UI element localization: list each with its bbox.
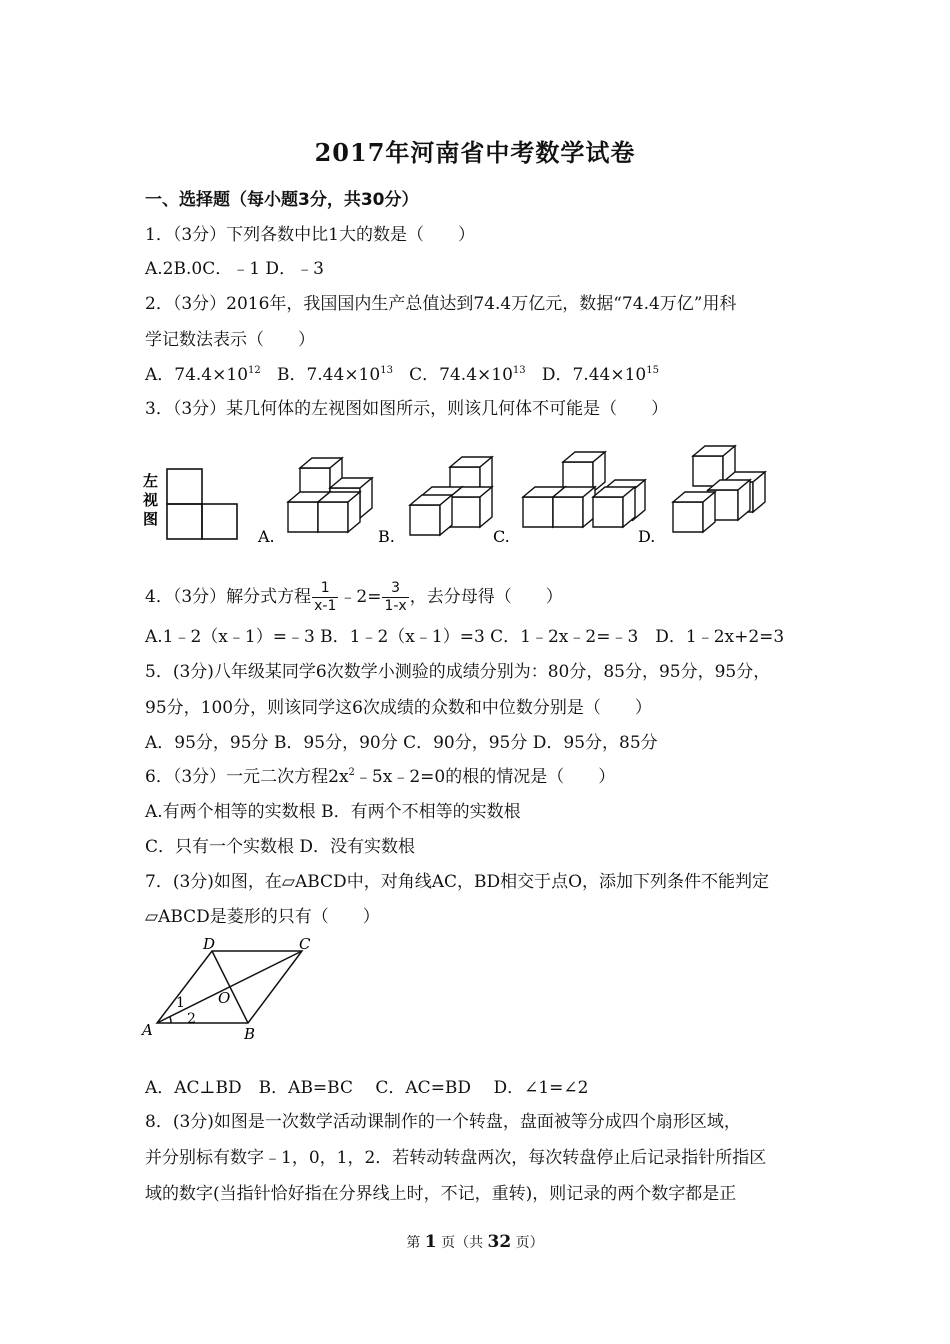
left-view-label-3: 图 xyxy=(143,510,159,528)
q6-options-line2: C．只有一个实数根 D．没有实数根 xyxy=(145,837,416,857)
q4-options: A.1﹣2（x﹣1）=﹣3 B．1﹣2（x﹣1）=3 C．1﹣2x﹣2=﹣3 D．1﹣2x+2=3 xyxy=(145,627,785,647)
page-footer: 第 1 页（共 32 页） xyxy=(406,1232,544,1252)
page-total: 32 xyxy=(487,1232,512,1252)
q3-option-b-label: B. xyxy=(378,527,395,546)
exam-title: 2017年河南省中考数学试卷 xyxy=(314,138,636,167)
vertex-label-c: C xyxy=(299,935,311,953)
q7-stem-line1: 7．(3分)如图，在▱ABCD中，对角线AC，BD相交于点O，添加下列条件不能判定 xyxy=(145,872,770,892)
q2-option-b: B．$7.44\times 10^{13}$ xyxy=(276,365,393,385)
left-view-label-2: 视 xyxy=(143,491,159,509)
q2-stem-line2: 学记数法表示（ ） xyxy=(145,330,315,350)
q3-option-a-label: A. xyxy=(258,527,275,546)
q3-option-d-label: D. xyxy=(638,527,656,546)
q7-stem-line2: ▱ABCD是菱形的只有（ ） xyxy=(145,907,380,927)
section-heading: 一、选择题（每小题3分，共30分） xyxy=(145,190,419,210)
q7-parallelogram-figure xyxy=(140,935,330,1045)
q8-line2: 并分别标有数字﹣1，0，1，2．若转动转盘两次，每次转盘停止后记录指针所指区 xyxy=(145,1148,767,1168)
q2-option-a: A．$74.4\times 10^{12}$ xyxy=(145,365,261,385)
angle-label-2: 2 xyxy=(187,1011,196,1027)
q8-line1: 8．(3分)如图是一次数学活动课制作的一个转盘，盘面被等分成四个扇形区域， xyxy=(145,1112,741,1132)
q6-stem: 6．（3分）一元二次方程$2x^2﹣5x﹣2=0$的根的情况是（ ） xyxy=(145,767,616,787)
q4-fraction-1: $\frac{1}{x-1}$ xyxy=(314,580,337,614)
q8-line3: 域的数字(当指针恰好指在分界线上时，不记，重转)，则记录的两个数字都是正 xyxy=(145,1184,737,1204)
vertex-label-a: A xyxy=(142,1021,153,1039)
q6-options-line1: A.有两个相等的实数根 B．有两个不相等的实数根 xyxy=(145,802,521,822)
q1-stem: 1．（3分）下列各数中比1大的数是（ ） xyxy=(145,225,475,245)
vertex-label-b: B xyxy=(244,1025,256,1043)
page-number: 1 xyxy=(424,1232,437,1252)
q1-options: A.2B.0C．﹣1 D．﹣3 xyxy=(145,259,324,279)
q4-stem: 4．（3分）解分式方程 $\frac{1}{x-1}$ ﹣2= $\frac{3}{1-x}$ ，去分母得（ ） xyxy=(145,580,563,614)
q5-stem-line2: 95分，100分，则该同学这6次成绩的众数和中位数分别是（ ） xyxy=(145,698,652,718)
q3-stem: 3．（3分）某几何体的左视图如图所示，则该几何体不可能是（ ） xyxy=(145,399,669,419)
q2-stem-line1: 2．（3分）2016年，我国国内生产总值达到74.4万亿元，数据“74.4万亿”用科 xyxy=(145,294,737,314)
vertex-label-d: D xyxy=(203,935,216,953)
left-view-label-1: 左 xyxy=(143,472,159,490)
q5-options: A．95分，95分 B．95分，90分 C．90分，95分 D．95分，85分 xyxy=(145,733,658,753)
q7-options: A．AC⊥BD B．AB=BC C．AC=BD D．∠1=∠2 xyxy=(145,1078,589,1098)
left-view-figure xyxy=(167,469,237,539)
center-label-o: O xyxy=(218,989,231,1007)
angle-label-1: 1 xyxy=(176,995,185,1011)
q5-stem-line1: 5．(3分)八年级某同学6次数学小测验的成绩分别为：80分，85分，95分，95分， xyxy=(145,662,771,682)
q3-option-c-label: C. xyxy=(493,527,510,546)
q2-option-d: D．$7.44\times 10^{15}$ xyxy=(541,365,659,385)
q4-fraction-2: $\frac{3}{1-x}$ xyxy=(384,580,407,614)
q2-option-c: C．$74.4\times 10^{13}$ xyxy=(409,365,526,385)
